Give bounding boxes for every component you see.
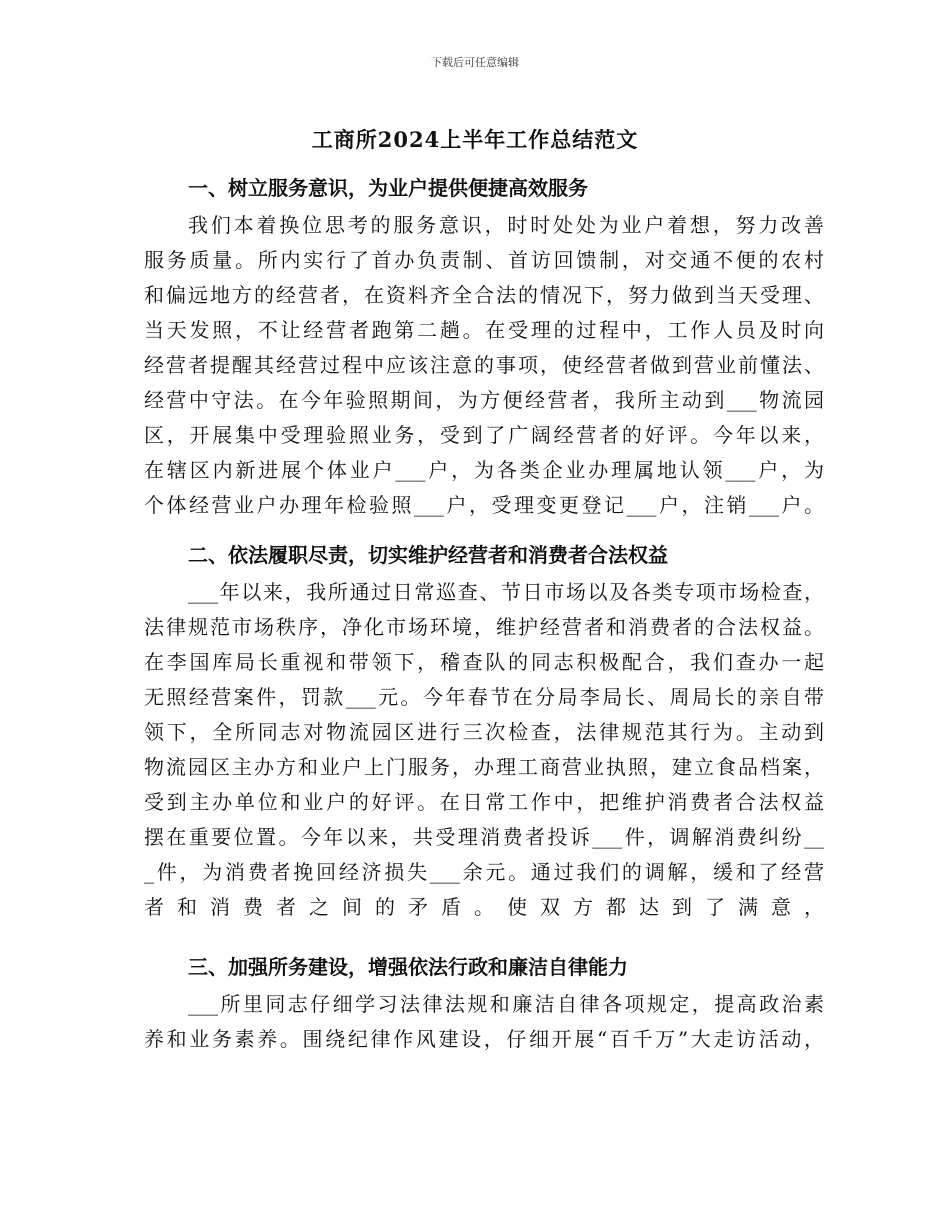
paragraph-line: 物流园区主办方和业户上门服务，办理工商营业执照，建立食品档案， <box>144 755 824 779</box>
paragraph-line: 区，开展集中受理验照业务，受到了广阔经营者的好评。今年以来， <box>144 423 824 447</box>
paragraph-line: ___年以来，我所通过日常巡查、节日市场以及各类专项市场检查， <box>188 580 824 604</box>
header-note: 下载后可任意编辑 <box>431 56 519 69</box>
paragraph-line: 当天发照，不让经营者跑第二趟。在受理的过程中，工作人员及时向 <box>144 318 824 342</box>
paragraph-line: 在辖区内新进展个体业户___户，为各类企业办理属地认领___户，为 <box>144 458 824 482</box>
paragraph-line: 个体经营业户办理年检验照___户，受理变更登记___户，注销___户。 <box>144 493 824 517</box>
paragraph-line: 者和消费者之间的矛盾。使双方都达到了满意， <box>144 895 824 919</box>
paragraph-line: 摆在重要位置。今年以来，共受理消费者投诉___件，调解消费纠纷__ <box>144 825 824 849</box>
paragraph-line: 养和业务素养。围绕纪律作风建设，仔细开展“百千万”大走访活动， <box>144 1027 824 1051</box>
section-heading-1: 一、树立服务意识，为业户提供便捷高效服务 <box>188 176 588 200</box>
paragraph-line: ___所里同志仔细学习法律法规和廉洁自律各项规定，提高政治素 <box>188 992 824 1016</box>
paragraph-line: 受到主办单位和业户的好评。在日常工作中，把维护消费者合法权益 <box>144 790 824 814</box>
paragraph-line: 经营中守法。在今年验照期间，为方便经营者，我所主动到___物流园 <box>144 388 824 412</box>
paragraph-line: 领下，全所同志对物流园区进行三次检查，法律规范其行为。主动到 <box>144 720 824 744</box>
paragraph-line: 和偏远地方的经营者，在资料齐全合法的情况下，努力做到当天受理、 <box>144 283 824 307</box>
paragraph-line: 我们本着换位思考的服务意识，时时处处为业户着想，努力改善 <box>188 213 824 237</box>
paragraph-line: 服务质量。所内实行了首办负责制、首访回馈制，对交通不便的农村 <box>144 248 824 272</box>
section-heading-3: 三、加强所务建设，增强依法行政和廉洁自律能力 <box>188 955 628 979</box>
document-title: 工商所2024上半年工作总结范文 <box>311 127 639 152</box>
paragraph-line: 无照经营案件，罚款___元。今年春节在分局李局长、周局长的亲自带 <box>144 685 824 709</box>
paragraph-line: 法律规范市场秩序，净化市场环境，维护经营者和消费者的合法权益。 <box>144 615 824 639</box>
section-heading-2: 二、依法履职尽责，切实维护经营者和消费者合法权益 <box>188 543 668 567</box>
paragraph-line: 在李国库局长重视和带领下，稽查队的同志积极配合，我们查办一起 <box>144 650 824 674</box>
paragraph-line: _件，为消费者挽回经济损失___余元。通过我们的调解，缓和了经营 <box>144 860 824 884</box>
paragraph-line: 经营者提醒其经营过程中应该注意的事项，使经营者做到营业前懂法、 <box>144 353 824 377</box>
